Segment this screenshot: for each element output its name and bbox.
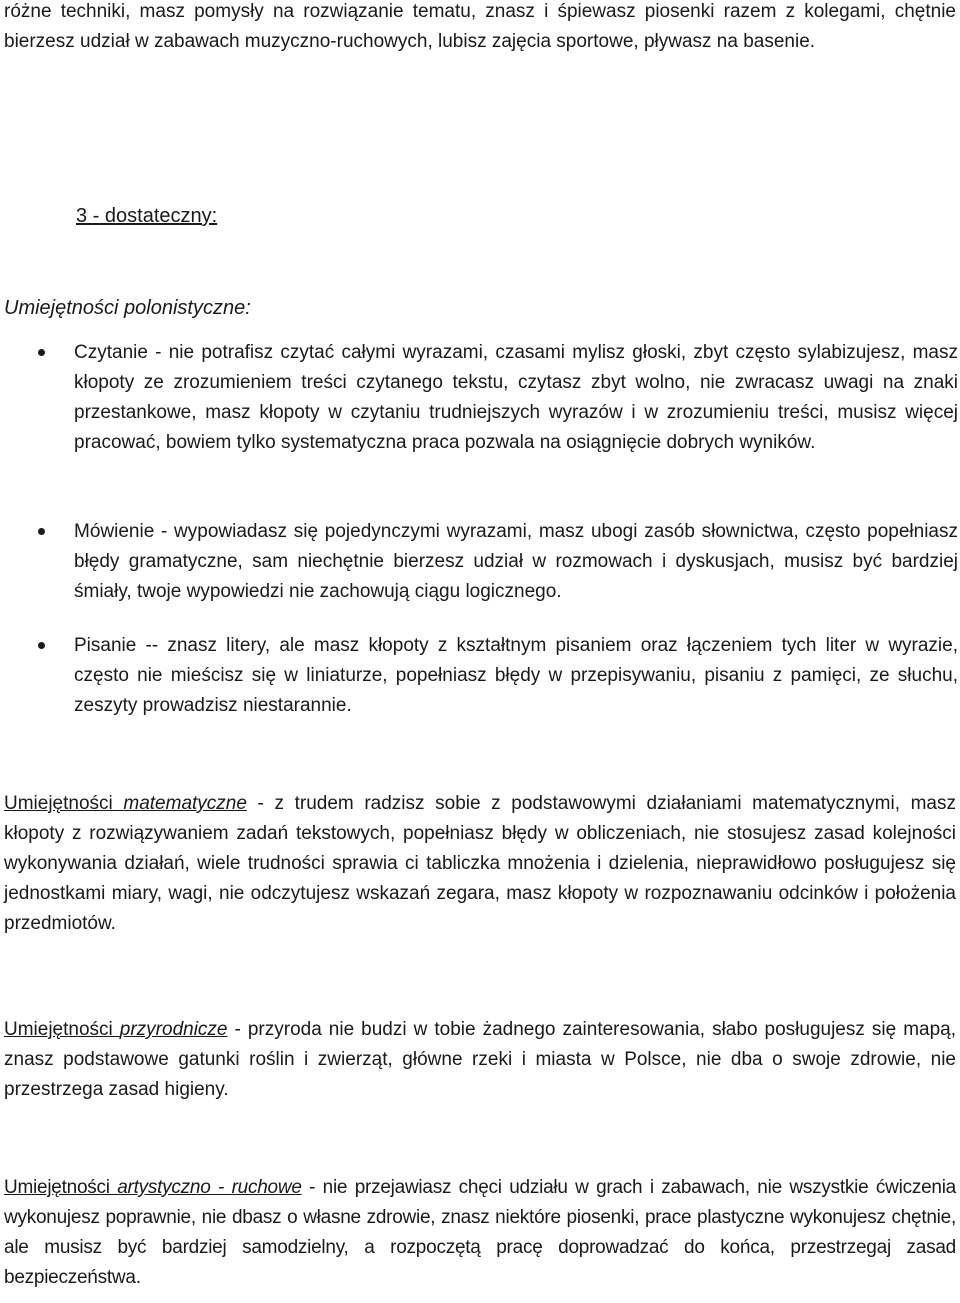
section-art-heading: Umiejętności artystyczno - ruchowe bbox=[4, 1177, 302, 1198]
section-nature-text: - przyroda nie budzi w tobie żadnego zainteresowania, słabo posługujesz się mapą, znasz podstawowe gatunki roślin i zwierząt, główne rzeki i miasta w Polsce, nie dba o swoje zdrowie, nie przestrzega zasad higieny. bbox=[4, 1019, 956, 1100]
section-nature bbox=[4, 1015, 956, 1105]
bullet-dot-icon bbox=[38, 528, 45, 535]
section-nature-heading: Umiejętności przyrodnicze bbox=[4, 1019, 228, 1040]
section-math-text: - z trudem radzisz sobie z podstawowymi działaniami matematycznymi, masz kłopoty z rozwiązywaniem zadań tekstowych, popełniasz błędy w obliczeniach, nie stosujesz zasad kolejności wykonywania działań, wiele trudności sprawia ci tabliczka mnożenia i dzielenia, nieprawidłowo posługujesz się jednostkami miary, wagi, nie odczytujesz wskazań zegara, masz kłopoty w rozpoznawaniu odcinków i położenia przedmiotów. bbox=[4, 793, 956, 934]
bullet-dot-icon bbox=[38, 642, 45, 649]
bullet-writing-text: Pisanie -- znasz litery, ale masz kłopoty z kształtnym pisaniem oraz łączeniem tych liter w wyrazie, często nie mieścisz się w liniaturze, popełniasz błędy w przepisywaniu, pisaniu z pamięci, ze słuchu, zeszyty prowadzisz niestarannie. bbox=[74, 635, 958, 716]
intro-paragraph: różne techniki, masz pomysły na rozwiązanie tematu, znasz i śpiewasz piosenki razem z kolegami, chętnie bierzesz udział w zabawach muzyczno-ruchowych, lubisz zajęcia sportowe, pływasz na basenie. bbox=[4, 1, 956, 52]
section-math-heading: Umiejętności matematyczne bbox=[4, 793, 247, 814]
bullet-reading bbox=[74, 338, 958, 458]
section-art bbox=[4, 1173, 956, 1293]
bullet-speaking bbox=[74, 517, 958, 607]
section-art-text: - nie przejawiasz chęci udziału w grach i zabawach, nie wszystkie ćwiczenia wykonujesz poprawnie, nie dbasz o własne zdrowie, znasz niektóre piosenki, prace plastyczne wykonujesz chętnie, ale musisz być bardziej samodzielny, a rozpoczętą pracę doprowadzać do końca, przestrzegaj zasad bezpieczeństwa. bbox=[4, 1177, 956, 1288]
section-math bbox=[4, 789, 956, 939]
bullet-reading-text: Czytanie - nie potrafisz czytać całymi wyrazami, czasami mylisz głoski, zbyt często sylabizujesz, masz kłopoty ze zrozumieniem treści czytanego tekstu, czytasz zbyt wolno, nie zwracasz uwagi na znaki przestankowe, masz kłopoty w czytaniu trudniejszych wyrazów i w zrozumieniu treści, musisz więcej pracować, bowiem tylko systematyczna praca pozwala na osiągnięcie dobrych wyników. bbox=[74, 342, 958, 453]
bullet-writing bbox=[74, 631, 958, 721]
grade-heading: 3 - dostateczny: bbox=[76, 205, 218, 227]
bullet-dot-icon bbox=[38, 349, 45, 356]
polish-skills-heading: Umiejętności polonistyczne: bbox=[4, 297, 251, 319]
bullet-speaking-text: Mówienie - wypowiadasz się pojedynczymi wyrazami, masz ubogi zasób słownictwa, często popełniasz błędy gramatyczne, sam niechętnie bierzesz udział w rozmowach i dyskusjach, musisz być bardziej śmiały, twoje wypowiedzi nie zachowują ciągu logicznego. bbox=[74, 521, 958, 602]
